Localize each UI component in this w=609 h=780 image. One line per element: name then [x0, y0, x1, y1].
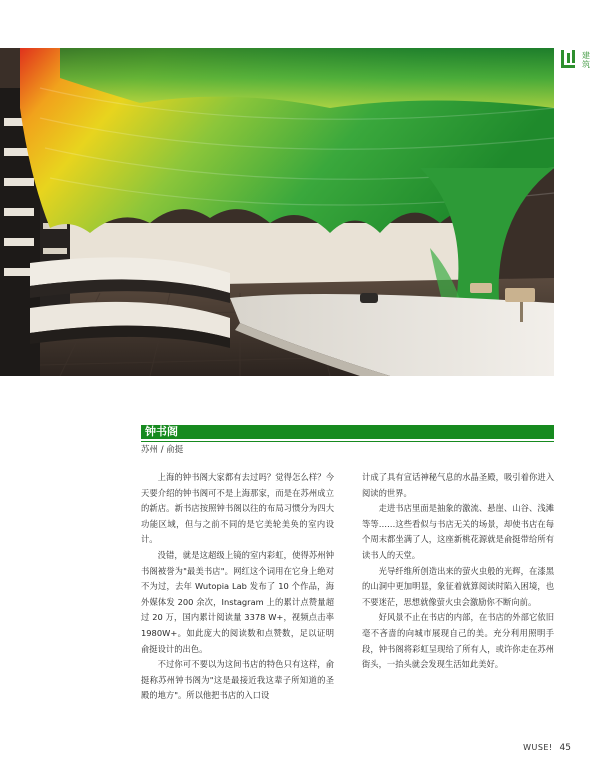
section-title-banner [141, 425, 554, 439]
photo-bookstore-interior [0, 48, 554, 376]
page-number: 45 [559, 743, 571, 753]
article-paragraph: 计成了具有宣话神秘气息的水晶圣殿，吸引着你进入阅读的世界。 [362, 472, 554, 498]
article-paragraph: 没错，就是这超级上镜的室内彩虹，使得苏州钟书阁被誉为"最美书店"。网红这个词用在它身上绝对不为过，去年 Wutopia Lab 发布了 10 个作品，海外媒体发 200 余次，Instagram 上的累计点赞量超过 20 万，国内累计阅读量 3378 W+，视频点击率 1980W+。如此庞大的阅读数和点赞数，足以证明俞挺设计的出色。 [141, 549, 334, 654]
section-divider [141, 441, 554, 442]
magazine-brand: WUSE! [523, 743, 553, 752]
magazine-section-logo [561, 50, 601, 72]
section-logo-label: 建筑 [582, 51, 591, 69]
article-paragraph: 好风景不止在书店的内部，在书店的外部它依旧毫不吝啬的向城市展现自己的美。充分利用照明手段，钟书阁将彩虹呈现给了所有人，或许你走在苏州街头，一抬头就会发现生活如此美好。 [362, 612, 554, 670]
article-paragraph: 走进书店里面是抽象的激流、悬崖、山谷、浅滩等等……这些看似与书店无关的场景，却使书店在每个周末都坐满了人，这座新桃花源就是俞挺带给所有读书人的天堂。 [362, 503, 554, 560]
article-column-right [362, 470, 554, 673]
section-subtitle: 苏州 / 俞挺 [141, 445, 184, 455]
article-paragraph: 不过你可不要以为这间书店的特色只有这样，俞挺称苏州钟书阁为"这是最接近我这辈子所知道的圣殿的地方"。所以他把书店的入口设 [141, 659, 334, 701]
article-paragraph: 光导纤维所创造出来的萤火虫般的光辉，在漆黑的山洞中更加明显，象征着就算阅读时陷入困境，也不要迷茫，思想就像萤火虫会激励你不断向前。 [362, 565, 554, 607]
section-title: 钟书阁 [145, 425, 178, 438]
bookstore-interior-photo [0, 48, 554, 376]
article-column-left [141, 470, 334, 704]
section-logo-icon [561, 50, 579, 68]
article-paragraph: 上海的钟书阁大家都有去过吗？觉得怎么样？今天要介绍的钟书阁可不是上海那家，而是在苏州成立的新店。新书店按照钟书阁以往的布局习惯分为四大功能区域，但与之前不同的是它美轮美奂的室内设计。 [141, 472, 334, 545]
page-folio [523, 743, 571, 753]
